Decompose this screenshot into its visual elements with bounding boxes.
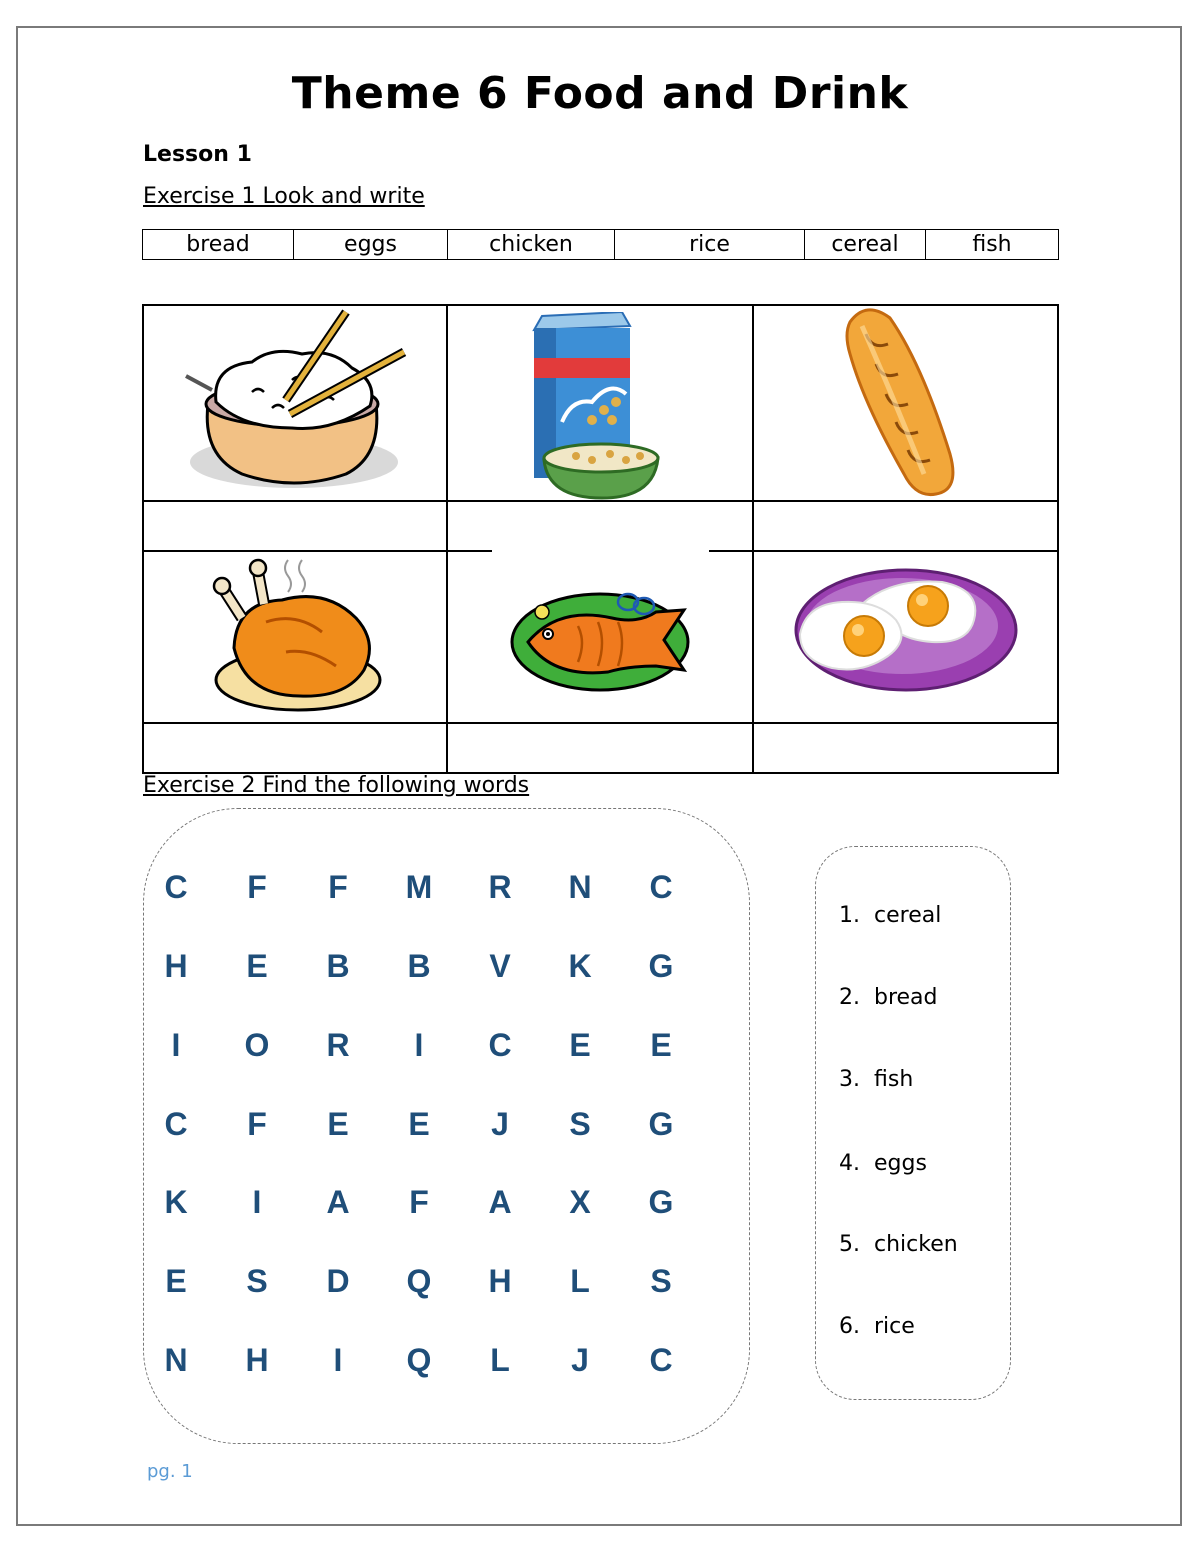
word-search-letter[interactable]: B [326,948,350,984]
word-search-letter[interactable]: I [171,1027,181,1063]
word-search-letter[interactable]: Q [406,1263,432,1299]
answer-box-rice[interactable] [144,502,445,549]
word-search-letter[interactable]: H [245,1342,269,1378]
word-search-letter[interactable]: H [164,948,188,984]
word-search-letter[interactable]: N [568,869,592,905]
word-list-item: 2. bread [839,985,938,1010]
answer-box-fish[interactable] [448,724,751,771]
word-search-letter[interactable]: I [252,1184,262,1220]
word-search-letter[interactable]: J [491,1106,509,1142]
word-search-letter[interactable]: E [246,948,268,984]
word-search-letter[interactable]: C [649,869,673,905]
word-bank-cell: fish [926,230,1059,260]
word-search-letter[interactable]: A [326,1184,350,1220]
word-list-item: 5. chicken [839,1232,958,1257]
word-search-letter[interactable]: C [488,1027,512,1063]
word-search-letter[interactable]: S [569,1106,591,1142]
answer-box-bread[interactable] [754,502,1056,549]
word-search-letter[interactable]: R [488,869,512,905]
bread-image [832,304,972,498]
word-search-letter[interactable]: R [326,1027,350,1063]
word-bank-cell: cereal [805,230,926,260]
page-title: Theme 6 Food and Drink [291,68,909,119]
word-search-letter[interactable]: G [648,1184,674,1220]
word-search-letter[interactable]: A [488,1184,512,1220]
word-search-letter[interactable]: C [164,1106,188,1142]
word-search-letter[interactable]: G [648,1106,674,1142]
word-search-letter[interactable]: V [489,948,511,984]
word-search-letter[interactable]: K [568,948,592,984]
word-bank-cell: eggs [294,230,448,260]
word-bank-cell: rice [615,230,805,260]
word-search-letter[interactable]: J [571,1342,589,1378]
picture-grid [142,304,1059,773]
word-search-letter[interactable]: S [246,1263,268,1299]
word-search-letter[interactable]: I [333,1342,343,1378]
answer-box-cereal[interactable] [448,502,751,549]
rice-bowl-image [182,306,422,498]
word-search-letter[interactable]: E [569,1027,591,1063]
word-search-letter[interactable]: N [164,1342,188,1378]
word-list-item: 6. rice [839,1314,915,1339]
eggs-image [792,564,1022,694]
fish-image [508,582,694,696]
word-search-letter[interactable]: S [650,1263,672,1299]
word-search-grid [143,808,750,1444]
page-number: pg. 1 [147,1461,193,1482]
word-list-item: 3. fish [839,1067,914,1092]
cereal-image [522,312,682,500]
word-search-letter[interactable]: B [407,948,431,984]
word-search-letter[interactable]: X [569,1184,591,1220]
word-search-letter[interactable]: G [648,948,674,984]
chicken-image [206,552,386,718]
word-list [815,846,1011,1400]
word-search-letter[interactable]: E [650,1027,672,1063]
word-search-letter[interactable]: F [409,1184,429,1220]
word-search-letter[interactable]: C [164,869,188,905]
word-search-letter[interactable]: D [326,1263,350,1299]
word-list-item: 4. eggs [839,1151,927,1176]
word-search-letter[interactable]: K [164,1184,188,1220]
word-search-letter[interactable]: E [327,1106,349,1142]
exercise-1-heading: Exercise 1 Look and write [143,184,425,209]
word-bank-cell: chicken [448,230,615,260]
answer-box-eggs[interactable] [754,724,1056,771]
word-list-item: 1. cereal [839,903,942,928]
word-search-letter[interactable]: O [244,1027,270,1063]
exercise-2-heading: Exercise 2 Find the following words [143,773,530,798]
word-bank-cell: bread [143,230,294,260]
word-search-letter[interactable]: E [408,1106,430,1142]
word-search-letter[interactable]: E [165,1263,187,1299]
word-search-letter[interactable]: C [649,1342,673,1378]
word-search-letter[interactable]: M [405,869,433,905]
word-search-letter[interactable]: I [414,1027,424,1063]
lesson-heading: Lesson 1 [143,142,252,167]
word-search-letter[interactable]: L [570,1263,590,1299]
word-search-letter[interactable]: H [488,1263,512,1299]
word-search-letter[interactable]: F [247,1106,267,1142]
word-search-letter[interactable]: L [490,1342,510,1378]
word-search-letter[interactable]: F [328,869,348,905]
word-search-letter[interactable]: F [247,869,267,905]
word-bank [142,229,1059,260]
word-search-letter[interactable]: Q [406,1342,432,1378]
answer-box-chicken[interactable] [144,724,445,771]
